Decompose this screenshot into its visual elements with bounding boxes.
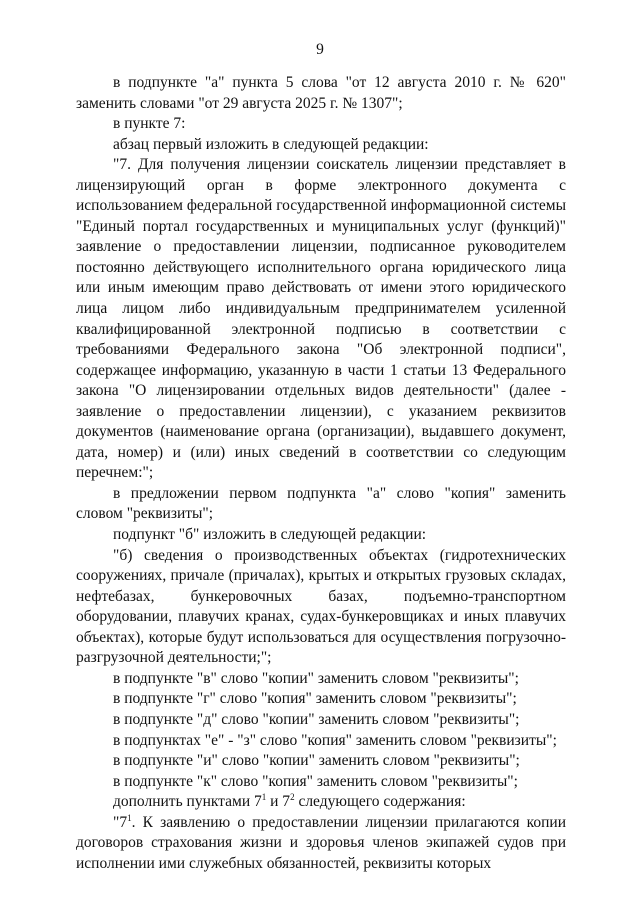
paragraph-supplement-intro (76, 792, 566, 813)
paragraph-subpoint-b-new-text: "б) сведения о производственных объектах (гидротехнических сооружениях, причале (причалах), крытых и открытых грузовых складах, нефтебазах, бункеровочных базах, подъемно-транспортном оборудовании, плавучих кранах, судах-бункеровщиках и иных плавучих объектах), которые будут использоваться для осуществления погрузочно-разгрузочной деятельности;"; (76, 546, 566, 667)
superscript-2: 2 (290, 792, 295, 803)
page-number: 9 (316, 41, 324, 58)
document-body (76, 73, 566, 874)
point-7-1-start: "7 (113, 813, 128, 831)
paragraph-subpoint-b-intro: подпункт "б" изложить в следующей редакции: (113, 526, 427, 544)
paragraph-amend-subpoint-a-point-5: в подпункте "а" пункта 5 слова "от 12 августа 2010 г. № 620" заменить словами "от 29 августа 2025 г. № 1307"; (76, 74, 566, 112)
paragraph-point-7-1-text (76, 813, 566, 875)
paragraph-subpoint-i-amend: в подпункте "и" слово "копии" заменить словом "реквизиты"; (113, 752, 520, 770)
paragraph-subpoint-v-amend: в подпункте "в" слово "копии" заменить словом "реквизиты"; (113, 669, 519, 687)
paragraph-subpoint-d-amend: в подпункте "д" слово "копии" заменить словом "реквизиты"; (113, 710, 520, 728)
supplement-intro-start: дополнить пунктами 7 (113, 793, 262, 811)
superscript-1: 1 (261, 792, 267, 803)
paragraph-subpoints-e-z-amend: в подпунктах "е" - "з" слово "копия" заменить словом "реквизиты"; (113, 731, 557, 749)
supplement-intro-and: и 7 (266, 793, 291, 811)
paragraph-subpoint-g-amend: в подпункте "г" слово "копия" заменить словом "реквизиты"; (113, 690, 517, 708)
paragraph-point-7-new-text: "7. Для получения лицензии соискатель лицензии представляет в лицензирующий орган в форме электронного документа с использованием федеральной государственной информационной системы "Единый портал государственных и муниципальных услуг (функций)" заявление о предоставлении лицензии, подписанное руководителем постоянно действующего исполнительного органа юридического лица или иным имеющим право действовать от имени этого юридического лица лицом либо индивидуальным предпринимателем усиленной квалифицированной электронной подписью в соответствии с требованиями Федерального закона "Об электронной подписи", содержащее информацию, указанную в части 1 статьи 13 Федерального закона "О лицензировании отдельных видов деятельности" (далее - заявление о предоставлении лицензии), с указанием реквизитов документов (наименование органа (организации), выдавшего документ, дата, номер) и (или) иных сведений в соответствии со следующим перечнем:"; (76, 156, 566, 482)
paragraph-subpoint-a-amend: в предложении первом подпункта "а" слово "копия" заменить словом "реквизиты"; (76, 484, 566, 523)
paragraph-subpoint-k-amend: в подпункте "к" слово "копия" заменить словом "реквизиты"; (113, 772, 518, 790)
paragraph-point-7-heading: в пункте 7: (113, 115, 186, 133)
paragraph-first-abzac-intro: абзац первый изложить в следующей редакции: (113, 135, 429, 153)
point-7-1-body: . К заявлению о предоставлении лицензии прилагаются копии договоров страхования жизни и здоровья членов экипажей судов при исполнении ими служебных обязанностей, реквизиты которых (76, 813, 566, 872)
superscript-7-1: 1 (127, 812, 132, 823)
supplement-intro-end: следующего содержания: (294, 793, 466, 811)
